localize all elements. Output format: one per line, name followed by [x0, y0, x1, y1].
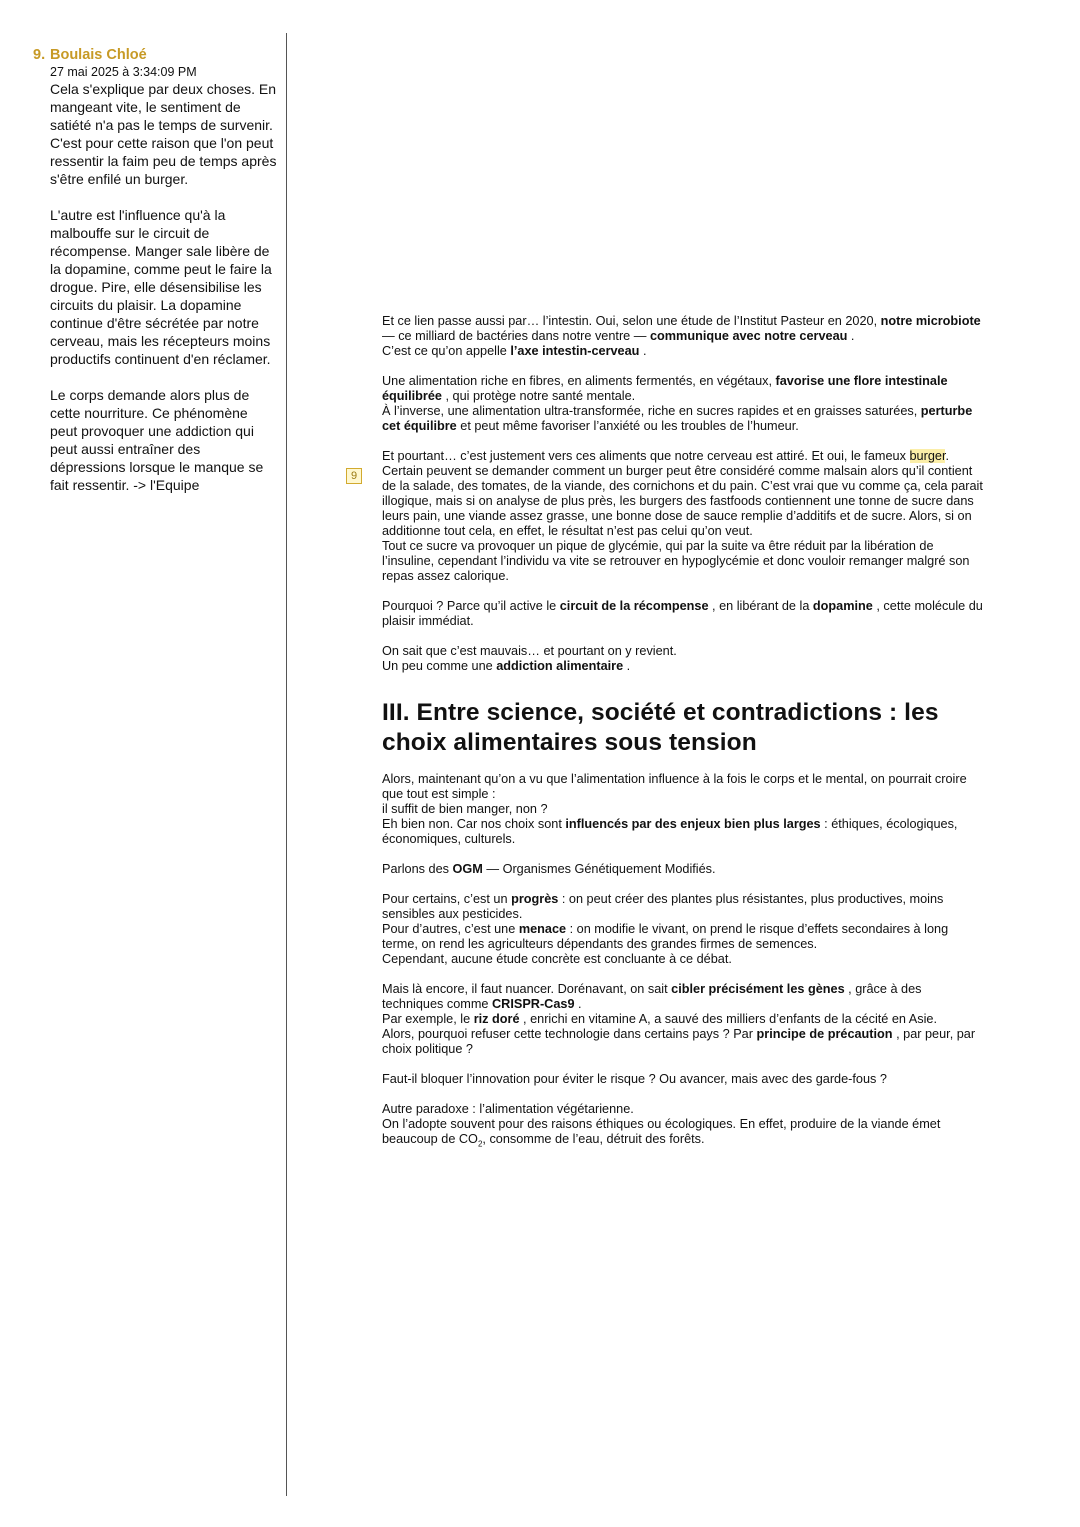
paragraph-vegetarien: [382, 1102, 984, 1147]
paragraph-progres-menace: [382, 892, 984, 967]
text: , cette molécule du plaisir immédiat.: [382, 599, 983, 628]
paragraph-burger: [382, 449, 984, 584]
text: .: [945, 449, 950, 463]
text: : on peut créer des plantes plus résistantes, plus productives, moins sensibles aux pesticides.: [382, 892, 944, 921]
text: Mais là encore, il faut nuancer. Dorénavant, on sait: [382, 982, 672, 996]
text: , consomme de l’eau, détruit des forêts.: [482, 1132, 705, 1146]
bold-text: progrès: [511, 892, 559, 906]
comment-header: [33, 46, 278, 64]
text: Un peu comme une: [382, 659, 497, 673]
text: et peut même favoriser l’anxiété ou les troubles de l’humeur.: [456, 419, 799, 433]
text: , grâce à des techniques comme: [382, 982, 922, 1011]
bold-text: perturbe cet équilibre: [382, 404, 973, 433]
text: Alors, maintenant qu’on a vu que l’alimentation influence à la fois le corps et le mental, on pourrait croire que tout est simple :: [382, 772, 967, 801]
text: C’est ce qu’on appelle: [382, 344, 511, 358]
paragraph-ogm: [382, 862, 984, 877]
comment-paragraph: Le corps demande alors plus de cette nourriture. Ce phénomène peut provoquer une addiction qui peut aussi entraîner des dépressions lorsque le manque se fait ressentir. -> l'Equipe: [50, 387, 264, 493]
comment-anchor-marker[interactable]: 9: [346, 468, 362, 484]
text: Autre paradoxe : l’alimentation végétarienne.: [382, 1102, 634, 1116]
bold-text: menace: [518, 922, 567, 936]
text: .: [574, 997, 582, 1011]
comment-author: Boulais Chloé: [50, 47, 147, 63]
text: — Organismes Génétiquement Modifiés.: [482, 862, 716, 876]
bold-text: notre microbiote: [880, 314, 981, 328]
text: On sait que c’est mauvais… et pourtant on y revient.: [382, 644, 677, 658]
text: : on modifie le vivant, on prend le risque d’effets secondaires à long terme, on rend les agriculteurs dépendants des grandes firmes de semences.: [382, 922, 949, 951]
bold-text: cibler précisément les gènes: [671, 982, 845, 996]
bold-text: circuit de la récompense: [559, 599, 709, 613]
paragraph-question: Faut-il bloquer l’innovation pour éviter le risque ? Ou avancer, mais avec des garde-fous ?: [382, 1072, 887, 1086]
bold-text: addiction alimentaire: [496, 659, 624, 673]
text: Par exemple, le: [382, 1012, 474, 1026]
text: À l’inverse, une alimentation ultra-transformée, riche en sucres rapides et en graisses saturées,: [382, 404, 921, 418]
text: .: [847, 329, 855, 343]
text: Eh bien non. Car nos choix sont: [382, 817, 566, 831]
section-heading: III. Entre science, société et contradictions : les choix alimentaires sous tension: [382, 699, 939, 756]
text: , qui protège notre santé mentale.: [441, 389, 636, 403]
text: On l’adopte souvent pour des raisons éthiques ou écologiques. En effet, produire de la viande émet beaucoup de CO: [382, 1117, 941, 1146]
comment-date: 27 mai 2025 à 3:34:09 PM: [50, 65, 197, 79]
text: .: [623, 659, 631, 673]
comment-number: 9.: [33, 47, 46, 63]
bold-text: communique avec notre cerveau: [649, 329, 848, 343]
text: il suffit de bien manger, non ?: [382, 802, 548, 816]
paragraph-crispr: [382, 982, 984, 1057]
bold-text: CRISPR-Cas9: [492, 997, 575, 1011]
text: : éthiques, écologiques, économiques, culturels.: [382, 817, 958, 846]
text: Cependant, aucune étude concrète est concluante à ce débat.: [382, 952, 732, 966]
comments-pane: [0, 0, 286, 1527]
document-body: [382, 314, 984, 1162]
paragraph-recompense: [382, 599, 984, 629]
text: , en libérant de la: [708, 599, 813, 613]
bold-text: l’axe intestin-cerveau: [510, 344, 640, 358]
comment-card[interactable]: [33, 46, 278, 512]
text: Pourquoi ? Parce qu’il active le: [382, 599, 560, 613]
bold-text: dopamine: [812, 599, 873, 613]
bold-text: OGM: [452, 862, 483, 876]
bold-text: riz doré: [473, 1012, 520, 1026]
highlighted-comment-anchor[interactable]: burger: [909, 449, 946, 463]
text: Alors, pourquoi refuser cette technologie dans certains pays ? Par: [382, 1027, 757, 1041]
pane-divider: [286, 33, 287, 1496]
text: Pour certains, c’est un: [382, 892, 512, 906]
text: Pour d’autres, c’est une: [382, 922, 519, 936]
text: , enrichi en vitamine A, a sauvé des milliers d’enfants de la cécité en Asie.: [519, 1012, 938, 1026]
text: Certain peuvent se demander comment un burger peut être considéré comme malsain alors qu’il contient de la salade, des tomates, de la viande, des cornichons et du pain. C’est vrai que vu comme ça, cela parait illogique, mais si on analyse de plus près, les burgers des fastfoods contiennent une tonne de sucre dans leurs pain, une viande assez grasse, une bonne dose de sauce remplie d’additifs et de sucre. Alors, si on additionne tout cela, en effet, le résultat n’est pas celui qu’on veut.: [382, 464, 983, 538]
text: Une alimentation riche en fibres, en aliments fermentés, en végétaux,: [382, 374, 776, 388]
bold-text: influencés par des enjeux bien plus larges: [565, 817, 821, 831]
paragraph-intro-section: [382, 772, 984, 847]
bold-text: favorise une flore intestinale équilibrée: [382, 374, 948, 403]
text: Et pourtant… c’est justement vers ces aliments que notre cerveau est attiré. Et oui, le fameux: [382, 449, 910, 463]
text: .: [639, 344, 647, 358]
text: — ce milliard de bactéries dans notre ventre —: [382, 329, 650, 343]
paragraph-flore: [382, 374, 984, 434]
text: Et ce lien passe aussi par… l’intestin. Oui, selon une étude de l’Institut Pasteur en 2020,: [382, 314, 881, 328]
bold-text: principe de précaution: [756, 1027, 893, 1041]
text: Parlons des: [382, 862, 453, 876]
paragraph-addiction: [382, 644, 984, 674]
text: , par peur, par choix politique ?: [382, 1027, 976, 1056]
paragraph-microbiote: [382, 314, 984, 359]
subscript: 2: [477, 1139, 483, 1149]
text: Tout ce sucre va provoquer un pique de glycémie, qui par la suite va être réduit par la libération de l’insuline, cependant l’individu va vite se retrouver en hypoglycémie et donc vouloir remanger malgré son repas assez calorique.: [382, 539, 970, 583]
comment-paragraph: Cela s'explique par deux choses. En mangeant vite, le sentiment de satiété n'a pas le temps de survenir. C'est pour cette raison que l'on peut ressentir la faim peu de temps après s'être enfilé un burger.: [50, 81, 277, 187]
comment-paragraph: L'autre est l'influence qu'à la malbouffe sur le circuit de récompense. Manger sale libère de la dopamine, comme peut le faire la drogue. Pire, elle désensibilise les circuits du plaisir. La dopamine continue d'être sécrétée par notre cerveau, mais les récepteurs moins productifs continuent d'en réclamer.: [50, 207, 272, 367]
comment-body: [50, 80, 278, 494]
